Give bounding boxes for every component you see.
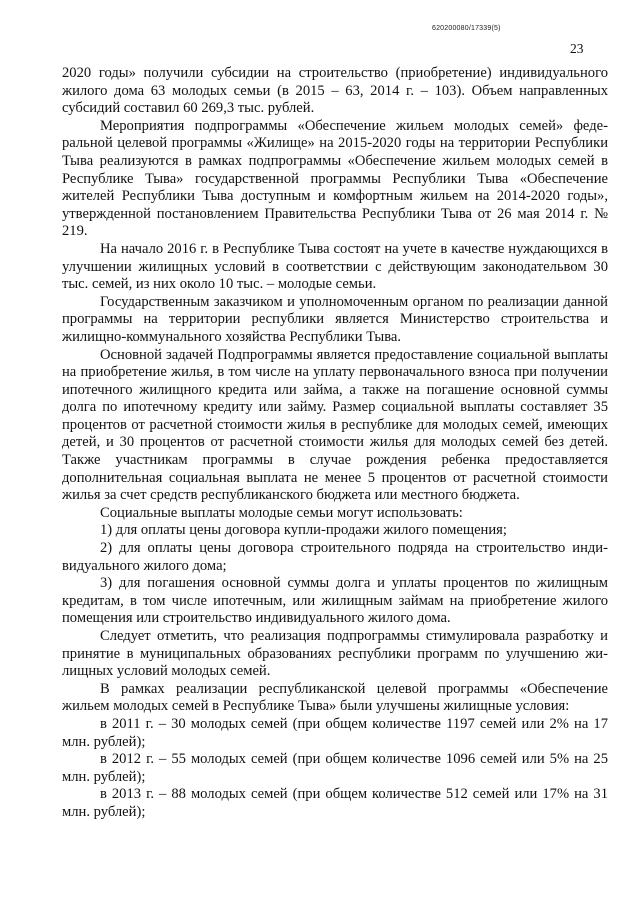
list-item-purchase: 1) для оплаты цены договора купли-продажи жилого помещения; <box>100 522 507 539</box>
list-item-construction: 2) для оплаты цены договора строительного подряда на строительство индивидуального жилого дома; <box>62 540 608 574</box>
document-id: 620200080/17339(5) <box>432 25 501 32</box>
list-item-loan-repayment: 3) для погашения основной суммы долга и уплаты процентов по жилищным кредитам, в том числе ипотечным, или жилищным займам на приобретение жилого помещения или строительство индивидуального жилого дома. <box>62 575 608 627</box>
result-item-2012: в 2012 г. – 55 молодых семей (при общем количестве 1096 семей или 5% на 25 млн. рублей); <box>62 751 608 785</box>
page-number: 23 <box>570 41 584 56</box>
paragraph-state-customer: Государственным заказчиком и уполномоченным органом по реализации данной программы на территории республики является Министерство строительства и жилищно-коммунального хозяйства Республики Тыва. <box>62 293 608 345</box>
paragraph-program-measures: Мероприятия подпрограммы «Обеспечение жильем молодых семей» федеральной целевой программы «Жилище» на 2015-2020 годы на территории Республики Тыва реализуются в рамках подпрограммы «Обеспечение жильем молодых семей в Республике Тыва» государственной программы Республики Тыва «Обеспечение жителей Республики Тыва доступным и комфортным жильем на 2014-2020 годы», утвержденной постановлением Правительства Республики Тыва от 26 мая 2014 г. № 219. <box>62 117 608 240</box>
paragraph-results-intro: В рамках реализации республиканской целевой программы «Обеспечение жильем молодых семей в Республике Тыва» были улучшены жилищные условия: <box>62 680 608 715</box>
paragraph-payment-uses-intro: Социальные выплаты молодые семьи могут использовать: <box>100 504 463 521</box>
document-body <box>62 65 608 822</box>
paragraph-waiting-list: На начало 2016 г. в Республике Тыва состоят на учете в качестве нуждающихся в улучшении жилищных условий в соответствии с действующим законодательвом 30 тыс. семей, из них около 10 тыс. – молодые семьи. <box>62 240 608 293</box>
paragraph-municipal-programs: Следует отметить, что реализация подпрограммы стимулировала разработку и принятие в муниципальных образованиях республики программ по улучшению жилищных условий молодых семей. <box>62 628 608 680</box>
result-item-2011: в 2011 г. – 30 молодых семей (при общем количестве 1197 семей или 2% на 17 млн. рублей); <box>62 715 608 750</box>
paragraph-subsidies-summary: 2020 годы» получили субсидии на строительство (приобретение) индивидуального жилого дома 63 молодых семьи (в 2015 – 63, 2014 г. – 103). Объем направленных субсидий составил 60 269,3 тыс. рублей. <box>62 65 608 117</box>
paragraph-main-task: Основной задачей Подпрограммы является предоставление социальной выплаты на приобретение жилья, в том числе на уплату первоначального взноса при получении ипотечного жилищного кредита или займа, а также на погашение основной суммы долга по ипотечному кредиту или займу. Размер социальной выплаты составляет 35 процентов от расчетной стоимости жилья в республике для молодых семей, имеющих детей, и 30 процентов от расчетной стоимости жилья для молодых семей без детей. Также участникам программы в случае рождения ребенка предоставляется дополнительная социальная выплата не менее 5 процентов от расчетной стоимости жилья за счет средств республиканского бюджета или местного бюджета. <box>62 346 608 504</box>
result-item-2013: в 2013 г. – 88 молодых семей (при общем количестве 512 семей или 17% на 31 млн. рублей); <box>62 786 608 820</box>
